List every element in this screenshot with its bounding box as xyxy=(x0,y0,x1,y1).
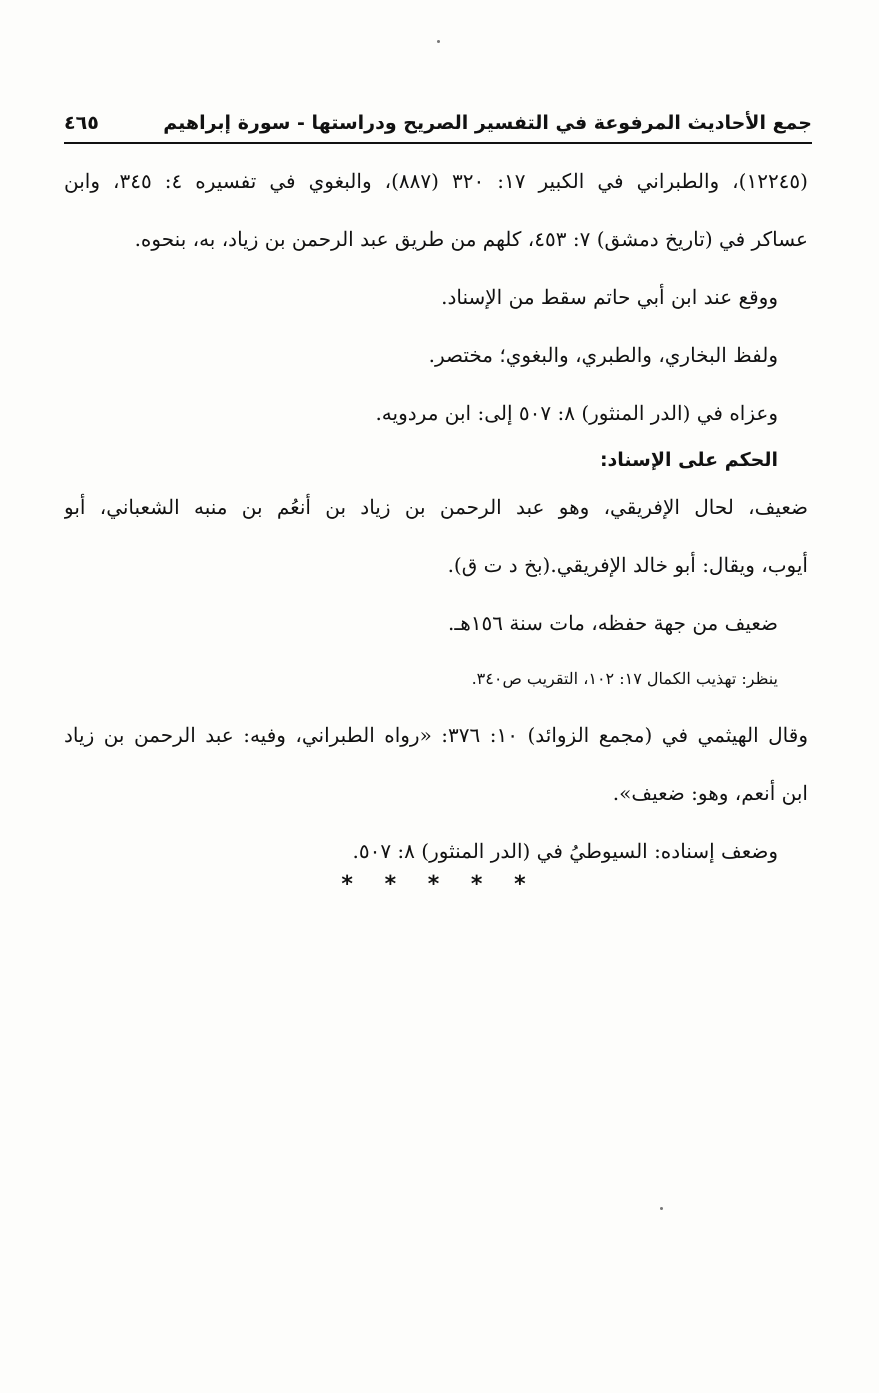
section-heading: الحكم على الإسناد: xyxy=(599,449,778,471)
text-line-1: (١٢٢٤٥)، والطبراني في الكبير ١٧: ٣٢٠ (٨٨٧)، والبغوي في تفسيره ٤: ٣٤٥، وابن xyxy=(64,169,808,193)
text-line-8: ضعيف من جهة حفظه، مات سنة ١٥٦هـ. xyxy=(448,611,778,635)
reference-line: ينظر: تهذيب الكمال ١٧: ١٠٢، التقريب ص٣٤٠. xyxy=(471,669,778,688)
text-line-2: عساكر في (تاريخ دمشق) ٧: ٤٥٣، كلهم من طريق عبد الرحمن بن زياد، به، بنحوه. xyxy=(134,227,808,251)
page-number: ٤٦٥ xyxy=(64,112,99,134)
scan-speck xyxy=(437,40,440,43)
body-text xyxy=(64,152,808,880)
text-line-7: أيوب، ويقال: أبو خالد الإفريقي.(بخ د ت ق). xyxy=(447,553,808,577)
text-line-5: وعزاه في (الدر المنثور) ٨: ٥٠٧ إلى: ابن مردويه. xyxy=(375,401,778,425)
text-line-10: ابن أنعم، وهو: ضعيف». xyxy=(612,781,808,805)
section-separator: * * * * * xyxy=(341,872,538,897)
scan-speck xyxy=(660,1207,663,1210)
text-line-6: ضعيف، لحال الإفريقي، وهو عبد الرحمن بن زياد بن أنعُم بن منبه الشعباني، أبو xyxy=(64,495,808,519)
text-line-11: وضعف إسناده: السيوطيُ في (الدر المنثور) ٨: ٥٠٧. xyxy=(352,839,778,863)
page-header xyxy=(64,106,812,144)
running-title: جمع الأحاديث المرفوعة في التفسير الصريح ودراستها - سورة إبراهيم xyxy=(163,112,812,134)
text-line-3: ووقع عند ابن أبي حاتم سقط من الإسناد. xyxy=(441,285,778,309)
text-line-4: ولفظ البخاري، والطبري، والبغوي؛ مختصر. xyxy=(428,343,778,367)
text-line-9: وقال الهيثمي في (مجمع الزوائد) ١٠: ٣٧٦: «رواه الطبراني، وفيه: عبد الرحمن بن زياد xyxy=(64,723,808,747)
